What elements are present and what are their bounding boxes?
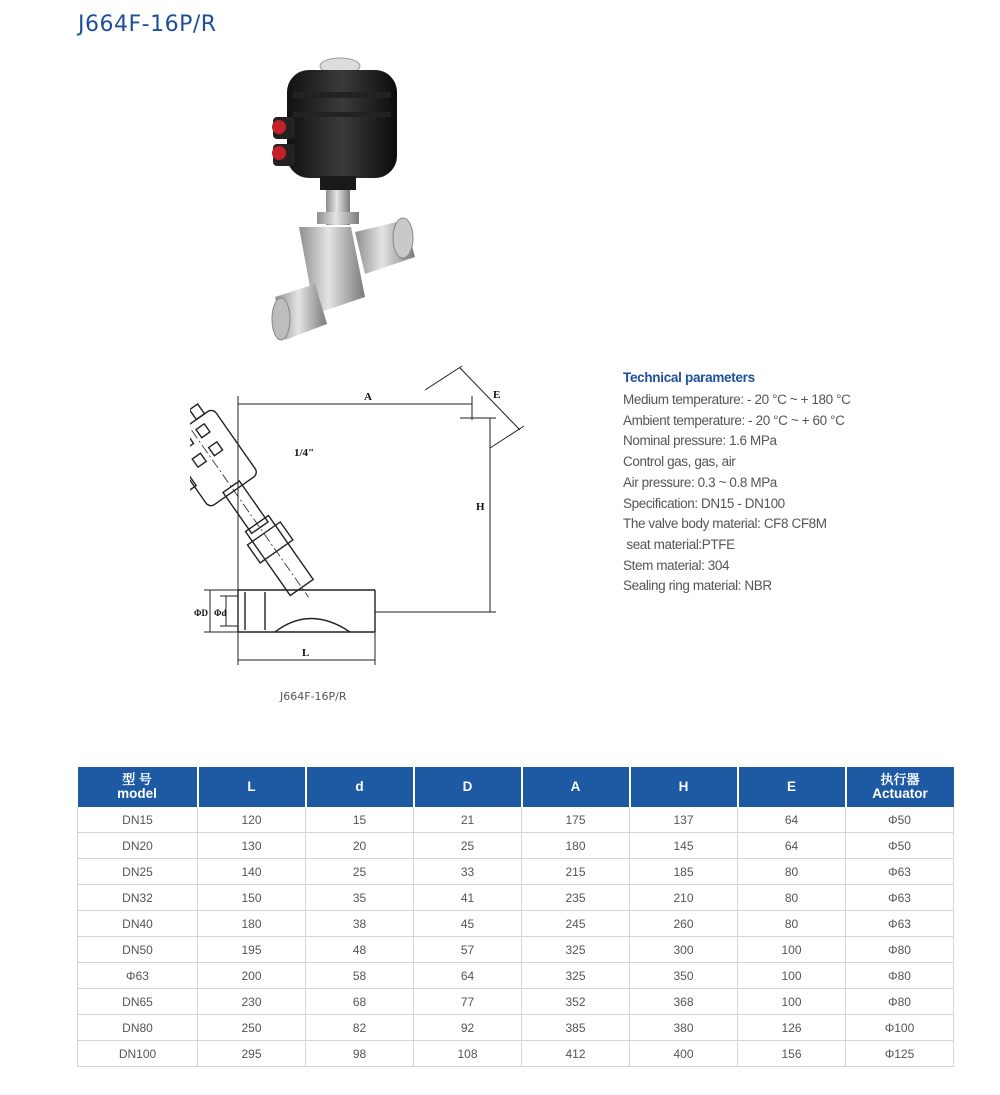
table-cell: 380 bbox=[630, 1015, 738, 1041]
table-cell: 140 bbox=[198, 859, 306, 885]
table-cell: DN80 bbox=[78, 1015, 198, 1041]
table-row bbox=[78, 937, 954, 963]
table-row bbox=[78, 1015, 954, 1041]
table-cell: Φ80 bbox=[846, 989, 954, 1015]
table-cell: 137 bbox=[630, 807, 738, 833]
table-cell: 48 bbox=[306, 937, 414, 963]
table-cell: 126 bbox=[738, 1015, 846, 1041]
table-body bbox=[78, 807, 954, 1067]
table-cell: DN100 bbox=[78, 1041, 198, 1067]
table-cell: 185 bbox=[630, 859, 738, 885]
thread-label: 1/4" bbox=[294, 447, 315, 459]
table-cell: 100 bbox=[738, 963, 846, 989]
table-cell: Φ80 bbox=[846, 937, 954, 963]
header-d: d bbox=[306, 767, 414, 807]
drawing-caption: J664F-16P/R bbox=[280, 690, 347, 703]
tech-line: Medium temperature: - 20 °C ~ + 180 °C bbox=[623, 392, 851, 407]
table-cell: 64 bbox=[414, 963, 522, 989]
table-cell: 25 bbox=[306, 859, 414, 885]
header-actuator-zh: 执行器 bbox=[880, 772, 920, 787]
table-cell: 200 bbox=[198, 963, 306, 989]
table-cell: 80 bbox=[738, 885, 846, 911]
header-actuator bbox=[846, 767, 954, 807]
table-cell: Φ63 bbox=[846, 859, 954, 885]
table-cell: 38 bbox=[306, 911, 414, 937]
table-cell: 195 bbox=[198, 937, 306, 963]
table-cell: 57 bbox=[414, 937, 522, 963]
dim-label-A: A bbox=[364, 391, 372, 403]
table-cell: 300 bbox=[630, 937, 738, 963]
table-cell: 150 bbox=[198, 885, 306, 911]
dim-label-H: H bbox=[476, 501, 485, 513]
table-cell: DN40 bbox=[78, 911, 198, 937]
valve-product-photo bbox=[255, 52, 425, 347]
tech-line: Sealing ring material: NBR bbox=[623, 578, 772, 594]
table-cell: 180 bbox=[522, 833, 630, 859]
table-cell: 21 bbox=[414, 807, 522, 833]
table-cell: DN20 bbox=[78, 833, 198, 859]
table-row bbox=[78, 885, 954, 911]
dim-label-L: L bbox=[302, 647, 310, 659]
header-actuator-en: Actuator bbox=[872, 786, 928, 801]
table-cell: Φ125 bbox=[846, 1041, 954, 1067]
table-cell: DN15 bbox=[78, 807, 198, 833]
technical-parameters bbox=[623, 370, 963, 597]
table-cell: DN50 bbox=[78, 937, 198, 963]
table-header-row bbox=[78, 767, 954, 807]
table-cell: 215 bbox=[522, 859, 630, 885]
table-cell: 180 bbox=[198, 911, 306, 937]
table-cell: 20 bbox=[306, 833, 414, 859]
table-cell: Φ80 bbox=[846, 963, 954, 989]
tech-line: Air pressure: 0.3 ~ 0.8 MPa bbox=[623, 474, 777, 490]
table-cell: 64 bbox=[738, 807, 846, 833]
table-row bbox=[78, 807, 954, 833]
table-cell: 33 bbox=[414, 859, 522, 885]
dim-label-d: Φd bbox=[214, 608, 227, 618]
table-cell: 412 bbox=[522, 1041, 630, 1067]
valve-dimension-drawing bbox=[190, 360, 535, 670]
table-cell: Φ50 bbox=[846, 807, 954, 833]
table-cell: 100 bbox=[738, 937, 846, 963]
dim-label-E: E bbox=[493, 389, 501, 401]
table-cell: 352 bbox=[522, 989, 630, 1015]
table-cell: 385 bbox=[522, 1015, 630, 1041]
header-A: A bbox=[522, 767, 630, 807]
table-cell: 325 bbox=[522, 937, 630, 963]
header-L: L bbox=[198, 767, 306, 807]
table-cell: 98 bbox=[306, 1041, 414, 1067]
table-cell: 245 bbox=[522, 911, 630, 937]
table-cell: 235 bbox=[522, 885, 630, 911]
table-cell: 400 bbox=[630, 1041, 738, 1067]
tech-line: Nominal pressure: 1.6 MPa bbox=[623, 433, 777, 449]
table-cell: 260 bbox=[630, 911, 738, 937]
table-row bbox=[78, 859, 954, 885]
table-cell: Φ63 bbox=[846, 911, 954, 937]
table-cell: 210 bbox=[630, 885, 738, 911]
technical-parameters-title: Technical parameters bbox=[623, 370, 755, 385]
table-cell: 120 bbox=[198, 807, 306, 833]
table-cell: 130 bbox=[198, 833, 306, 859]
header-E: E bbox=[738, 767, 846, 807]
table-cell: 15 bbox=[306, 807, 414, 833]
table-cell: 92 bbox=[414, 1015, 522, 1041]
table-row bbox=[78, 963, 954, 989]
tech-line: Stem material: 304 bbox=[623, 557, 730, 573]
tech-line: Ambient temperature: - 20 °C ~ + 60 °C bbox=[623, 412, 845, 428]
table-cell: 77 bbox=[414, 989, 522, 1015]
tech-line: Specification: DN15 - DN100 bbox=[623, 495, 785, 511]
table-cell: Φ63 bbox=[78, 963, 198, 989]
table-cell: 295 bbox=[198, 1041, 306, 1067]
header-model bbox=[78, 767, 198, 807]
table-cell: 325 bbox=[522, 963, 630, 989]
table-cell: 156 bbox=[738, 1041, 846, 1067]
table-row bbox=[78, 833, 954, 859]
dim-label-D: ΦD bbox=[194, 608, 208, 618]
table-cell: Φ50 bbox=[846, 833, 954, 859]
table-cell: Φ100 bbox=[846, 1015, 954, 1041]
table-cell: 82 bbox=[306, 1015, 414, 1041]
table-cell: 25 bbox=[414, 833, 522, 859]
tech-line: Control gas, gas, air bbox=[623, 454, 736, 470]
table-cell: 35 bbox=[306, 885, 414, 911]
table-cell: 175 bbox=[522, 807, 630, 833]
table-cell: 68 bbox=[306, 989, 414, 1015]
table-cell: DN32 bbox=[78, 885, 198, 911]
table-row bbox=[78, 1041, 954, 1067]
table-cell: 80 bbox=[738, 859, 846, 885]
table-row bbox=[78, 911, 954, 937]
table-cell: Φ63 bbox=[846, 885, 954, 911]
table-cell: 250 bbox=[198, 1015, 306, 1041]
table-cell: DN25 bbox=[78, 859, 198, 885]
table-cell: 80 bbox=[738, 911, 846, 937]
table-cell: 64 bbox=[738, 833, 846, 859]
table-cell: DN65 bbox=[78, 989, 198, 1015]
dimension-table bbox=[77, 767, 954, 1067]
table-cell: 230 bbox=[198, 989, 306, 1015]
table-cell: 41 bbox=[414, 885, 522, 911]
page-title: J664F-16P/R bbox=[78, 12, 217, 37]
tech-line: The valve body material: CF8 CF8M bbox=[623, 516, 827, 532]
header-H: H bbox=[630, 767, 738, 807]
header-model-zh: 型 号 bbox=[122, 772, 152, 787]
table-cell: 350 bbox=[630, 963, 738, 989]
tech-line: seat material:PTFE bbox=[623, 536, 735, 552]
header-D: D bbox=[414, 767, 522, 807]
table-cell: 368 bbox=[630, 989, 738, 1015]
table-cell: 100 bbox=[738, 989, 846, 1015]
table-cell: 108 bbox=[414, 1041, 522, 1067]
table-cell: 45 bbox=[414, 911, 522, 937]
table-cell: 58 bbox=[306, 963, 414, 989]
header-model-en: model bbox=[117, 786, 157, 801]
table-cell: 145 bbox=[630, 833, 738, 859]
table-row bbox=[78, 989, 954, 1015]
